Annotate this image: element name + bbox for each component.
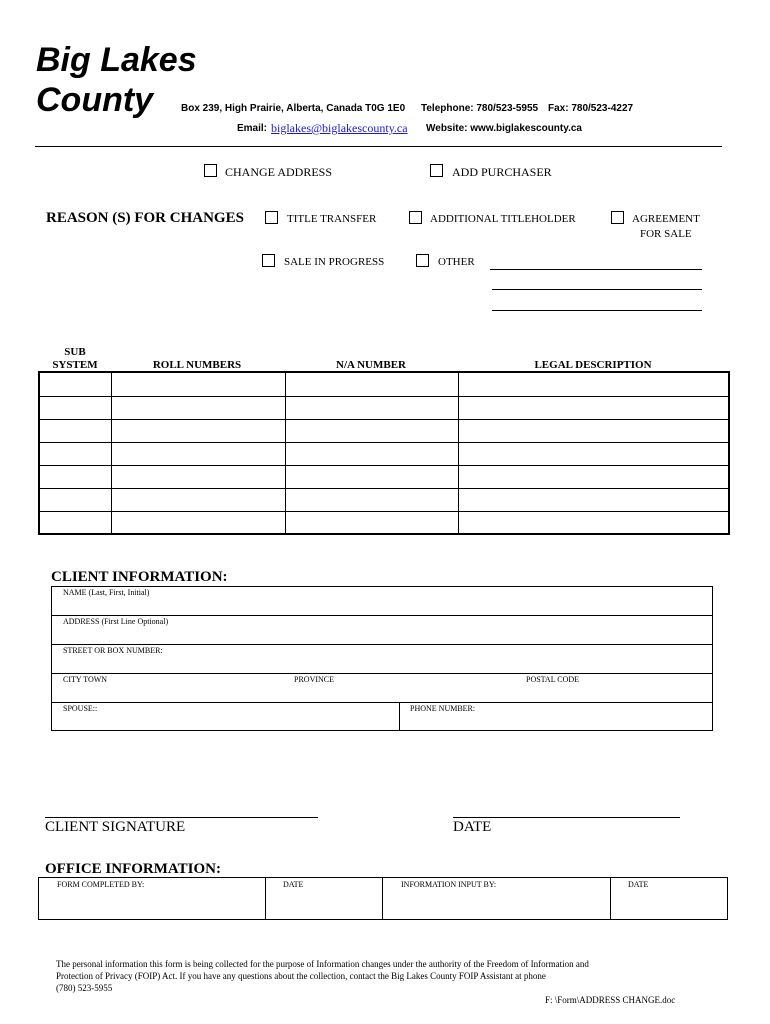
col-header-sub-line-2: SYSTEM [52,359,98,371]
file-path: F: \Form\ADDRESS CHANGE.doc [545,995,676,1005]
logo-line-2: County [36,81,154,119]
agreement-label-line-1: AGREEMENT [632,213,700,225]
header-fax: Fax: 780/523-4227 [548,103,634,114]
col-header-legal-description: LEGAL DESCRIPTION [534,359,652,371]
other-line-2[interactable] [492,289,702,290]
office-date-label-1: DATE [283,880,304,889]
office-information-title: OFFICE INFORMATION: [45,861,221,877]
header-website: Website: www.biglakescounty.ca [426,123,582,134]
street-field-label: STREET OR BOX NUMBER: [63,646,163,655]
table-row-divider [40,419,728,420]
postal-code-field-label: POSTAL CODE [526,675,580,684]
title-transfer-label: TITLE TRANSFER [287,213,377,225]
reasons-title: REASON (S) FOR CHANGES [46,210,244,226]
privacy-line-2: Protection of Privacy (FOIP) Act. If you have any questions about the collection, contact the Big Lakes County FOIP Assistant at phone [56,971,546,981]
add-purchaser-label: ADD PURCHASER [452,165,552,179]
information-input-by-label: INFORMATION INPUT BY: [401,880,497,889]
col-header-sub-line-1: SUB [64,346,86,358]
table-row-divider [40,488,728,489]
client-row-divider [52,615,712,616]
spouse-field-label: SPOUSE:: [63,704,98,713]
agreement-label-line-2: FOR SALE [640,228,692,240]
col-header-na-number: N/A NUMBER [336,359,406,371]
province-field-label: PROVINCE [294,675,335,684]
client-signature-label: CLIENT SIGNATURE [45,819,186,835]
office-col-divider [610,878,611,919]
header-address: Box 239, High Prairie, Alberta, Canada T0G 1E0 [181,103,406,114]
header-divider [35,146,722,147]
title-transfer-checkbox[interactable] [265,211,278,224]
table-row-divider [40,442,728,443]
header-telephone: Telephone: 780/523-5955 [421,103,539,114]
header-email-label: Email: [237,123,268,134]
agreement-for-sale-checkbox[interactable] [611,211,624,224]
logo-line-1: Big Lakes [36,41,197,79]
table-col-divider [111,373,112,533]
sale-in-progress-checkbox[interactable] [262,254,275,267]
other-line-1[interactable] [490,269,702,270]
office-col-divider [382,878,383,919]
city-field-label: CITY TOWN [63,675,108,684]
col-header-sub-system [48,346,102,372]
other-line-3[interactable] [492,310,702,311]
client-signature-line[interactable] [45,817,318,818]
phone-number-field-label: PHONE NUMBER: [410,704,476,713]
change-address-checkbox[interactable] [204,164,217,177]
additional-titleholder-label: ADDITIONAL TITLEHOLDER [430,213,576,225]
additional-titleholder-checkbox[interactable] [409,211,422,224]
address-field-label: ADDRESS (First Line Optional) [63,617,169,626]
change-address-label: CHANGE ADDRESS [225,165,333,179]
form-completed-by-label: FORM COMPLETED BY: [57,880,145,889]
header-email-link[interactable]: biglakes@biglakescounty.ca [271,121,408,135]
client-information-box [51,586,713,731]
date-signature-label: DATE [453,819,492,835]
table-col-divider [285,373,286,533]
date-signature-line[interactable] [453,817,680,818]
client-row-divider [52,644,712,645]
table-col-divider [458,373,459,533]
office-date-label-2: DATE [628,880,649,889]
sale-in-progress-label: SALE IN PROGRESS [284,256,385,268]
other-label: OTHER [438,256,475,268]
property-table [38,371,730,535]
name-field-label: NAME (Last, First, Initial) [63,588,150,597]
col-header-roll-numbers: ROLL NUMBERS [152,359,242,371]
add-purchaser-checkbox[interactable] [430,164,443,177]
client-row-divider [52,673,712,674]
table-row-divider [40,511,728,512]
table-row-divider [40,396,728,397]
other-checkbox[interactable] [416,254,429,267]
privacy-line-3: (780) 523-5955 [56,983,113,993]
privacy-notice [56,958,706,994]
table-row-divider [40,465,728,466]
privacy-line-1: The personal information this form is being collected for the purpose of Information changes under the authority of the Freedom of Information and [56,959,589,969]
office-col-divider [265,878,266,919]
client-information-title: CLIENT INFORMATION: [51,569,228,585]
spouse-phone-divider [399,702,400,730]
client-row-divider [52,702,712,703]
